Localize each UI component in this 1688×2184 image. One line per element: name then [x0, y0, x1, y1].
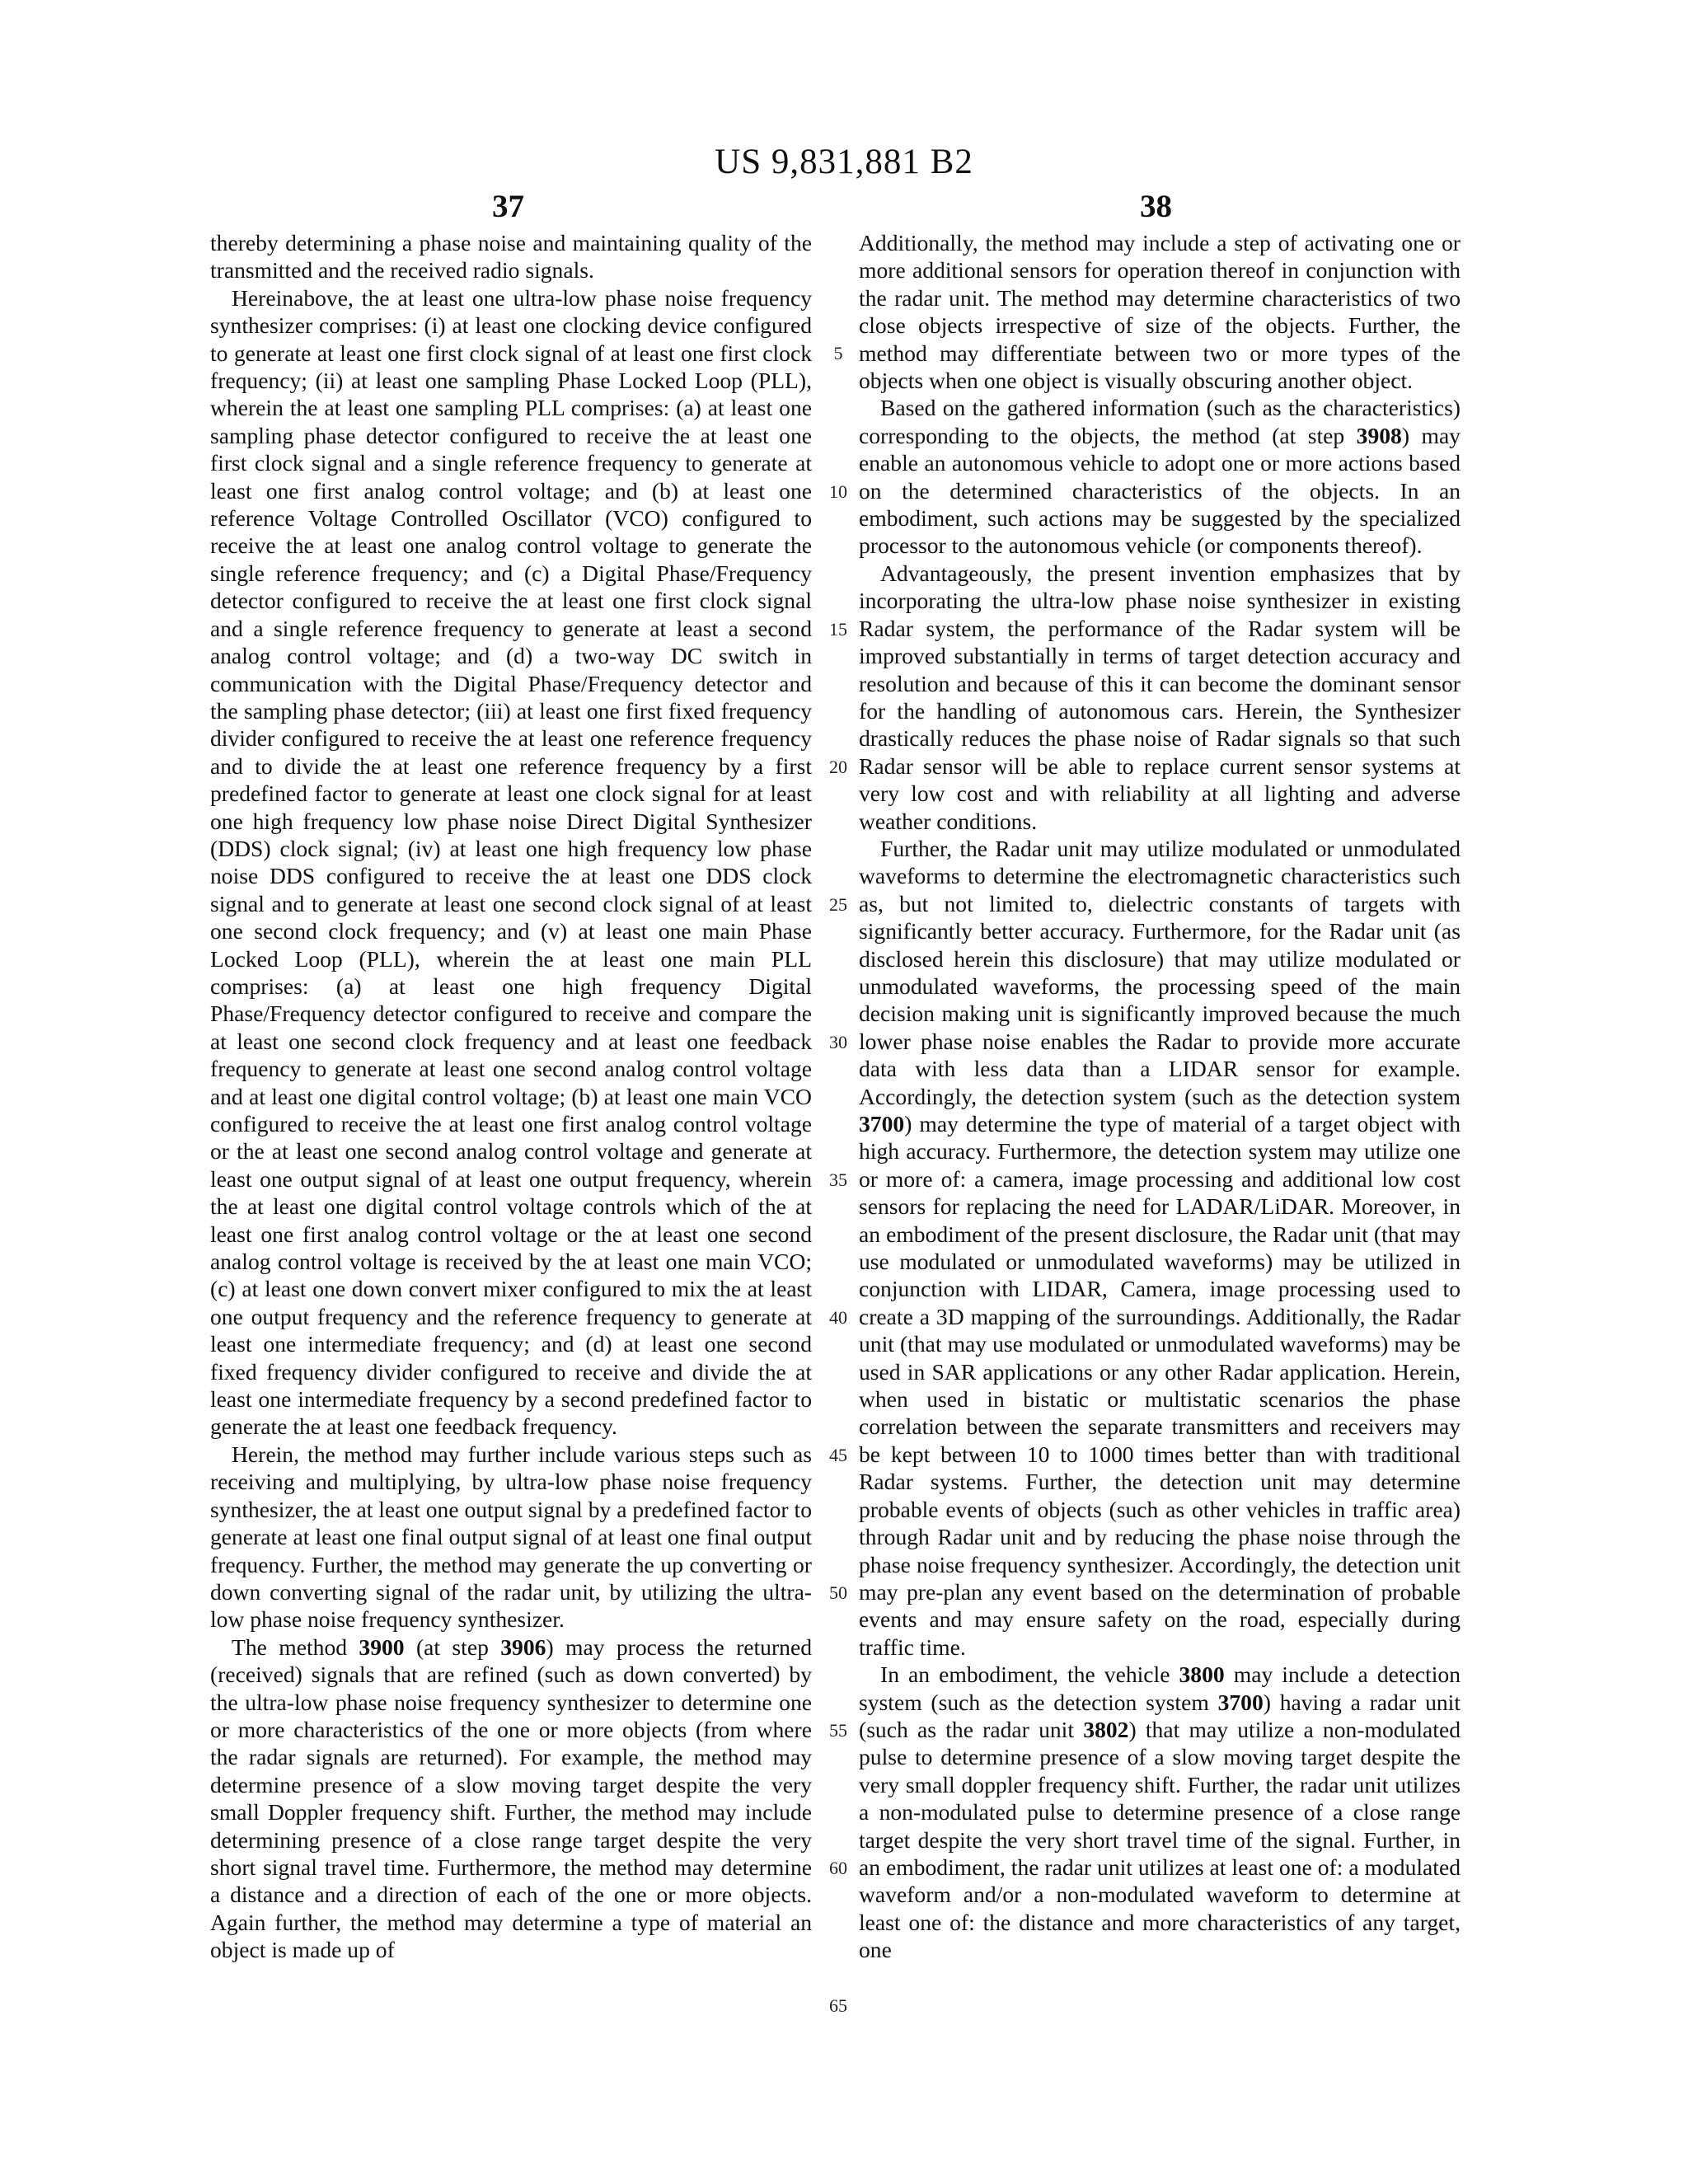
line-number: 35 [829, 1169, 847, 1190]
reference-numeral: 3906 [500, 1633, 546, 1660]
right-paragraph-3: Advantageously, the present invention emphasizes that by incorporating the ultra-low phase noise synthesizer in existing Radar system, the performance of the Radar system will be improved substantially in terms of target detection accuracy and resolution and because of this it can become the dominant sensor for the handling of autonomous cars. Herein, the Synthesizer drastically reduces the phase noise of Radar signals so that such Radar sensor will be able to replace current sensor systems at very low cost and with reliability at all lighting and adverse weather conditions. [859, 560, 1461, 834]
line-number: 15 [829, 619, 847, 640]
left-paragraph-4 [210, 1633, 812, 1964]
right-paragraph-1: Additionally, the method may include a step of activating one or more additional sensors for operation thereof in conjunction with the radar unit. The method may determine characteristics of two close objects irrespective of size of the objects. Further, the method may differentiate between two or more types of the objects when one object is visually obscuring another object. [859, 230, 1461, 394]
reference-numeral: 3908 [1356, 422, 1402, 448]
text-run: The method [232, 1633, 359, 1660]
text-run: may include a detection system (such as the detection system [859, 1661, 1461, 1715]
text-run: Based on the gathered information (such as the characteristics) corresponding to the objects, the method (at step [859, 395, 1461, 448]
line-number: 5 [833, 343, 843, 363]
right-text-column [859, 229, 1461, 1964]
line-number: 60 [829, 1858, 847, 1878]
text-run: In an embodiment, the vehicle [880, 1661, 1179, 1688]
text-run: ) that may utilize a non-modulated pulse to determine presence of a slow moving target despite the very small doppler frequency shift. Further, the radar unit utilizes a non-modulated pulse to determine presence of a close range target despite the very short travel time of the signal. Further, in an embodiment, the radar unit utilizes at least one of: a modulated waveform and/or a non-modulated waveform to determine at least one of: the distance and more characteristics of any target, one [859, 1716, 1461, 1963]
line-number: 55 [829, 1720, 847, 1741]
line-number: 45 [829, 1445, 847, 1465]
left-paragraph-1: thereby determining a phase noise and maintaining quality of the transmitted and the received radio signals. [210, 230, 812, 284]
text-run: (at step [404, 1633, 501, 1660]
reference-numeral: 3800 [1179, 1661, 1225, 1688]
text-run: ) may enable an autonomous vehicle to adopt one or more actions based on the determined characteristics of the objects. In an embodiment, such actions may be suggested by the specialized processor to the autonomous vehicle (or components thereof). [859, 422, 1461, 559]
line-number: 25 [829, 894, 847, 915]
text-run: Further, the Radar unit may utilize modulated or unmodulated waveforms to determine the electromagnetic characteristics such as, but not limited to, dielectric constants of targets with significantly better accuracy. Furthermore, for the Radar unit (as disclosed herein this disclosure) that may utilize modulated or unmodulated waveforms, the processing speed of the main decision making unit is significantly improved because the much lower phase noise enables the Radar to provide more accurate data with less data than a LIDAR sensor for example. Accordingly, the detection system (such as the detection system [859, 835, 1461, 1109]
right-paragraph-5 [859, 1661, 1461, 1963]
reference-numeral: 3802 [1083, 1716, 1129, 1742]
right-paragraph-2 [859, 394, 1461, 559]
line-number-gutter [824, 0, 852, 2184]
line-number: 65 [829, 1995, 847, 2016]
left-paragraph-2: Hereinabove, the at least one ultra-low phase noise frequency synthesizer comprises: (i) at least one clocking device configured to generate at least one first clock signal of at least one first clock frequency; (ii) at least one sampling Phase Locked Loop (PLL), wherein the at least one sampling PLL comprises: (a) at least one sampling phase detector configured to receive the at least one first clock signal and a single reference frequency to generate at least one first analog control voltage; and (b) at least one reference Voltage Controlled Oscillator (VCO) configured to receive the at least one analog control voltage to generate the single reference frequency; and (c) a Digital Phase/Frequency detector configured to receive the at least one first clock signal and a single reference frequency to generate at least a second analog control voltage; and (d) a two-way DC switch in communication with the Digital Phase/Frequency detector and the sampling phase detector; (iii) at least one first fixed frequency divider configured to receive the at least one reference frequency and to divide the at least one reference frequency by a first predefined factor to generate at least one clock signal for at least one high frequency low phase noise Direct Digital Synthesizer (DDS) clock signal; (iv) at least one high frequency low phase noise DDS configured to receive the at least one DDS clock signal and to generate at least one second clock signal of at least one second clock frequency; and (v) at least one main Phase Locked Loop (PLL), wherein the at least one main PLL comprises: (a) at least one high frequency Digital Phase/Frequency detector configured to receive and compare the at least one second clock frequency and at least one feedback frequency to generate at least one second analog control voltage and at least one digital control voltage; (b) at least one main VCO configured to receive the at least one first analog control voltage or the at least one second analog control voltage and generate at least one output signal of at least one output frequency, wherein the at least one digital control voltage controls which of the at least one first analog control voltage or the at least one second analog control voltage is received by the at least one main VCO; (c) at least one down convert mixer configured to mix the at least one output frequency and the reference frequency to generate at least one intermediate frequency; and (d) at least one second fixed frequency divider configured to receive and divide the at least one intermediate frequency by a second predefined factor to generate the at least one feedback frequency. [210, 284, 812, 1440]
reference-numeral: 3900 [359, 1633, 405, 1660]
text-run: ) having a radar unit (such as the radar unit [859, 1689, 1461, 1742]
patent-number-header: US 9,831,881 B2 [715, 143, 973, 181]
line-number: 50 [829, 1582, 847, 1603]
left-text-column [210, 229, 812, 1964]
line-number: 30 [829, 1032, 847, 1052]
reference-numeral: 3700 [1217, 1689, 1264, 1715]
left-paragraph-3: Herein, the method may further include various steps such as receiving and multiplying, by ultra-low phase noise frequency synthesizer, the at least one output signal by a predefined factor to generate at least one final output signal of at least one final output frequency. Further, the method may generate the up converting or down converting signal of the radar unit, by utilizing the ultra-low phase noise frequency synthesizer. [210, 1441, 812, 1633]
text-run: ) may process the returned (received) signals that are refined (such as down converted) by the ultra-low phase noise frequency synthesizer to determine one or more characteristics of the one or more objects (from where the radar signals are returned). For example, the method may determine presence of a slow moving target despite the very small Doppler frequency shift. Further, the method may include determining presence of a close range target despite the very short signal travel time. Furthermore, the method may determine a distance and a direction of each of the one or more objects. Again further, the method may determine a type of material an object is made up of [210, 1633, 812, 1963]
line-number: 40 [829, 1307, 847, 1328]
right-page-number: 38 [1140, 189, 1172, 224]
reference-numeral: 3700 [859, 1111, 905, 1137]
right-paragraph-4 [859, 835, 1461, 1661]
text-run: ) may determine the type of material of a target object with high accuracy. Furthermore, the detection system may utilize one or more of: a camera, image processing and additional low cost sensors for replacing the need for LADAR/LiDAR. Moreover, in an embodiment of the present disclosure, the Radar unit (that may use modulated or unmodulated waveforms) may be utilized in conjunction with LIDAR, Camera, image processing used to create a 3D mapping of the surroundings. Additionally, the Radar unit (that may use modulated or unmodulated waveforms) may be used in SAR applications or any other Radar application. Herein, when used in bistatic or multistatic scenarios the phase correlation between the separate transmitters and receivers may be kept between 10 to 1000 times better than with traditional Radar systems. Further, the detection unit may determine probable events of objects (such as other vehicles in traffic area) through Radar unit and by reducing the phase noise through the phase noise frequency synthesizer. Accordingly, the detection unit may pre-plan any event based on the determination of probable events and may ensure safety on the road, especially during traffic time. [859, 1111, 1461, 1660]
line-number: 20 [829, 757, 847, 777]
line-number: 10 [829, 481, 847, 502]
left-page-number: 37 [492, 189, 524, 224]
